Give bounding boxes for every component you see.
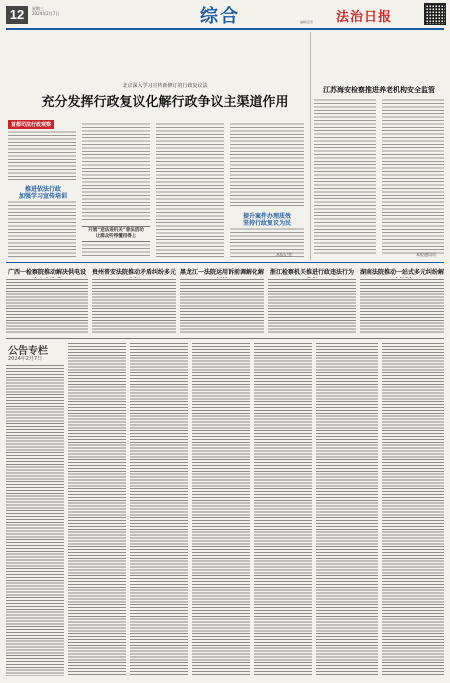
lead-body-col4 [230,122,304,208]
notice-col-6 [316,342,378,676]
lead-kicker: 北京深入学习宣传新修订的行政复议法 [122,83,208,89]
row-rule [6,262,444,263]
lead-body-col4b [230,227,304,258]
row-headline-2: 贵州普安法院推动矛盾纠纷多元 [92,269,177,276]
lead-quote-box [82,226,150,242]
notice-title: 公告专栏 [8,346,48,357]
notice-col-3 [130,342,188,676]
lead-tag: 首都司法行政观察 [8,120,54,129]
right-byline: 本报通讯员 [416,252,436,257]
section-title: 综合 [200,6,240,27]
notice-date: 2024年2月7日 [8,356,43,362]
lead-body-col1a [8,130,76,180]
notice-rule [6,338,444,339]
row-headline-3: 黑龙江一法院运用诉前调解化解 [180,269,265,276]
lead-subhead-1: 推进依法行政 [24,186,61,193]
notice-col-1 [6,364,64,676]
quote-line-1: 开展“送法进机关”普法活动 [88,228,144,233]
masthead: 法治日报 [336,10,393,25]
notice-col-2 [68,342,126,676]
lead-subhead-2: 加强学习宣传培训 [18,193,67,200]
right-body-col1 [314,98,376,256]
lead-body-col2 [82,122,150,222]
row-body-4 [268,278,356,334]
issue-date-text: 2024年2月7日 [32,11,60,16]
lead-body-col2b [82,243,150,258]
issue-date [32,6,59,16]
lead-headline: 充分发挥行政复议化解行政争议主渠道作用 [41,95,289,110]
column-divider [310,32,311,260]
row-body-5 [360,278,444,334]
lead-byline: 本报记者 [276,252,292,257]
qr-code-icon [424,3,446,25]
right-body-col2 [382,98,444,256]
editors-line: 编辑/张雪 [300,20,314,24]
quote-line-2: 让群众听得懂用得上 [95,234,137,239]
lead-body-col3 [156,122,224,258]
row-headline-5: 湖南法院推动一站式多元纠纷解 [360,269,445,276]
issue-weekday: 星期三 [32,6,44,11]
row-body-1 [6,278,88,334]
lead-subhead-4: 坚持行政复议为民 [242,220,291,227]
lead-body-col1b [8,200,76,258]
row-headline-4: 浙江检察机关推进行政违法行为 [269,269,354,276]
row-body-2 [92,278,176,334]
page-number: 12 [6,6,28,24]
lead-subhead-3: 提升案件办理质效 [242,213,291,220]
right-headline: 江苏海安检察推进养老机构安全监管 [323,86,435,94]
notice-col-7 [382,342,444,676]
header-rule [6,28,444,30]
row-headline-1: 广西一检察院推动解决供电设 [7,269,86,276]
row-body-3 [180,278,264,334]
notice-col-4 [192,342,250,676]
notice-col-5 [254,342,312,676]
